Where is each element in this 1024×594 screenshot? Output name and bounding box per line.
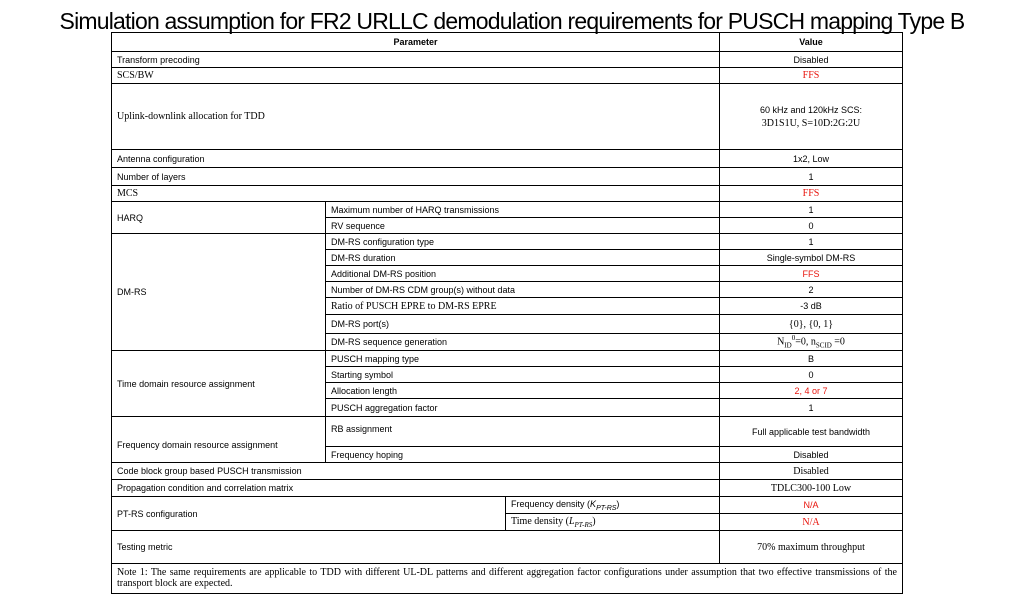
table-row xyxy=(112,497,903,514)
row-value-cbg: Disabled xyxy=(720,463,903,480)
table-row xyxy=(112,564,903,594)
header-value: Value xyxy=(720,33,903,52)
dmrs-sequence-generation-value xyxy=(720,334,903,351)
table-row xyxy=(112,480,903,497)
pusch-mapping-type-label: PUSCH mapping type xyxy=(326,351,720,367)
row-label-transform-precoding: Transform precoding xyxy=(112,52,720,68)
header-parameter: Parameter xyxy=(112,33,720,52)
row-label-ptrs: PT-RS configuration xyxy=(112,497,506,531)
row-value-transform-precoding: Disabled xyxy=(720,52,903,68)
pusch-aggregation-value: 1 xyxy=(720,399,903,417)
harq-rv-sequence-value: 0 xyxy=(720,218,903,234)
row-label-time-domain: Time domain resource assignment xyxy=(112,351,326,417)
nscid-symbol: =0, n xyxy=(795,336,816,348)
ptrs-frequency-density-value: N/A xyxy=(720,497,903,514)
row-label-frequency-domain: Frequency domain resource assignment xyxy=(112,417,326,463)
dmrs-duration-value: Single-symbol DM-RS xyxy=(720,250,903,266)
ptrs-time-density-post: ) xyxy=(592,515,596,527)
table-note: Note 1: The same requirements are applicable to TDD with different UL-DL patterns and different aggregation factor configurations under assumption that two effective transmissions of the transport block are expected. xyxy=(112,564,903,594)
dmrs-config-type-value: 1 xyxy=(720,234,903,250)
simulation-assumption-table xyxy=(111,32,903,594)
row-value-propagation: TDLC300-100 Low xyxy=(720,480,903,497)
row-label-dmrs: DM-RS xyxy=(112,234,326,351)
row-value-ul-dl-allocation xyxy=(720,84,903,150)
dmrs-epre-ratio-value: -3 dB xyxy=(720,298,903,315)
row-label-ul-dl-allocation: Uplink-downlink allocation for TDD xyxy=(112,84,720,150)
row-value-antenna-configuration: 1x2, Low xyxy=(720,150,903,168)
dmrs-epre-ratio-label: Ratio of PUSCH EPRE to DM-RS EPRE xyxy=(326,298,720,315)
dmrs-config-type-label: DM-RS configuration type xyxy=(326,234,720,250)
table-row xyxy=(112,186,903,202)
nscid-value: =0 xyxy=(831,336,845,348)
ptrs-frequency-density-subscript: PT-RS xyxy=(596,504,617,512)
pusch-aggregation-label: PUSCH aggregation factor xyxy=(326,399,720,417)
row-label-mcs: MCS xyxy=(112,186,720,202)
harq-rv-sequence-label: RV sequence xyxy=(326,218,720,234)
nid-superscript: 0 xyxy=(791,334,796,343)
ptrs-time-density-value: N/A xyxy=(720,514,903,531)
table-row xyxy=(112,68,903,84)
row-label-scs-bw: SCS/BW xyxy=(112,68,720,84)
row-label-propagation: Propagation condition and correlation matrix xyxy=(112,480,720,497)
row-value-scs-bw: FFS xyxy=(720,68,903,84)
table-row xyxy=(112,417,903,447)
table-header-row xyxy=(112,33,903,52)
table-row xyxy=(112,84,903,150)
ptrs-frequency-density-post: ) xyxy=(616,498,620,509)
row-label-number-of-layers: Number of layers xyxy=(112,168,720,186)
ptrs-time-density-subscript: PT-RS xyxy=(574,520,593,529)
ul-dl-allocation-line2: 3D1S1U, S=10D:2G:2U xyxy=(761,117,861,129)
dmrs-cdm-groups-value: 2 xyxy=(720,282,903,298)
row-value-testing-metric: 70% maximum throughput xyxy=(720,531,903,564)
dmrs-duration-label: DM-RS duration xyxy=(326,250,720,266)
frequency-hoping-label: Frequency hoping xyxy=(326,447,720,463)
starting-symbol-value: 0 xyxy=(720,367,903,383)
nid-subscript: ID xyxy=(784,341,792,350)
dmrs-additional-position-value: FFS xyxy=(720,266,903,282)
frequency-hoping-value: Disabled xyxy=(720,447,903,463)
nid-symbol: N xyxy=(777,336,785,348)
table-row xyxy=(112,531,903,564)
rb-assignment-value: Full applicable test bandwidth xyxy=(720,417,903,447)
nscid-subscript: SCID xyxy=(815,341,832,350)
table-row xyxy=(112,463,903,480)
table-row xyxy=(112,52,903,68)
table-row xyxy=(112,202,903,218)
pusch-mapping-type-value: B xyxy=(720,351,903,367)
ptrs-time-density-pre: Time density ( xyxy=(511,515,569,527)
allocation-length-value: 2, 4 or 7 xyxy=(720,383,903,399)
ptrs-frequency-density-symbol: K xyxy=(590,498,597,509)
row-value-mcs: FFS xyxy=(720,186,903,202)
dmrs-ports-value: {0}, {0, 1} xyxy=(720,315,903,334)
allocation-length-label: Allocation length xyxy=(326,383,720,399)
row-label-cbg: Code block group based PUSCH transmission xyxy=(112,463,720,480)
starting-symbol-label: Starting symbol xyxy=(326,367,720,383)
ul-dl-allocation-line1: 60 kHz and 120kHz SCS: xyxy=(759,104,863,115)
rb-assignment-label: RB assignment xyxy=(326,417,720,447)
table-row xyxy=(112,351,903,367)
page-title: Simulation assumption for FR2 URLLC demodulation requirements for PUSCH mapping Type B xyxy=(59,8,965,34)
table-row xyxy=(112,168,903,186)
dmrs-sequence-generation-label: DM-RS sequence generation xyxy=(326,334,720,351)
table-row xyxy=(112,150,903,168)
harq-max-transmissions-value: 1 xyxy=(720,202,903,218)
ptrs-time-density-label xyxy=(506,514,720,531)
ptrs-frequency-density-label xyxy=(506,497,720,514)
dmrs-cdm-groups-label: Number of DM-RS CDM group(s) without data xyxy=(326,282,720,298)
row-label-harq: HARQ xyxy=(112,202,326,234)
dmrs-ports-label: DM-RS port(s) xyxy=(326,315,720,334)
ptrs-time-density-symbol: L xyxy=(568,515,575,527)
table-row xyxy=(112,234,903,250)
ptrs-frequency-density-pre: Frequency density ( xyxy=(511,498,591,509)
row-label-testing-metric: Testing metric xyxy=(112,531,720,564)
row-value-number-of-layers: 1 xyxy=(720,168,903,186)
harq-max-transmissions-label: Maximum number of HARQ transmissions xyxy=(326,202,720,218)
dmrs-additional-position-label: Additional DM-RS position xyxy=(326,266,720,282)
row-label-antenna-configuration: Antenna configuration xyxy=(112,150,720,168)
